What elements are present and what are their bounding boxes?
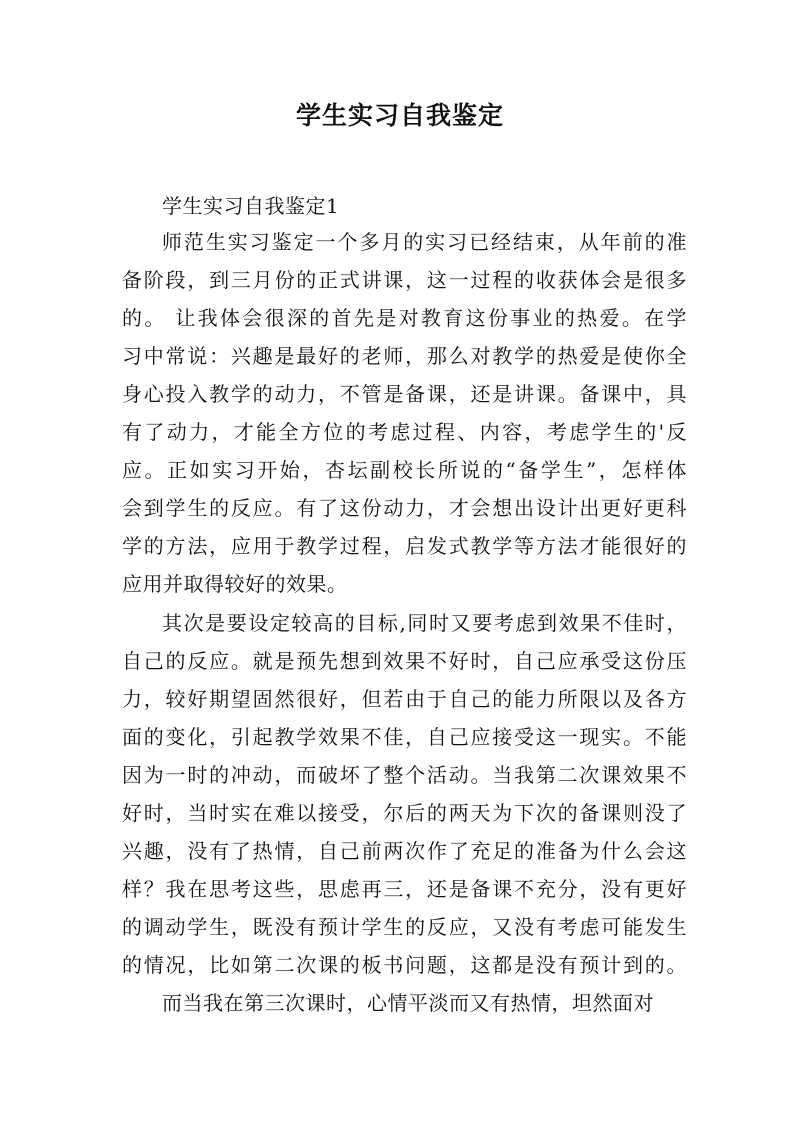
document-title: 学生实习自我鉴定 xyxy=(295,101,504,130)
paragraph-line: 的调动学生，既没有预计学生的反应，又没有考虑可能发生 xyxy=(122,915,687,939)
paragraph-line: 因为一时的冲动，而破坏了整个活动。当我第二次课效果不 xyxy=(122,763,687,787)
paragraph-line: 学的方法，应用于教学过程，启发式教学等方法才能很好的 xyxy=(122,534,687,558)
section-heading: 学生实习自我鉴定1 xyxy=(162,194,340,218)
paragraph-line: 面的变化，引起教学效果不佳，自己应接受这一现实。不能 xyxy=(122,725,687,749)
paragraph-line: 其次是要设定较高的目标,同时又要考虑到效果不佳时， xyxy=(162,611,687,635)
paragraph-line: 的。 让我体会很深的首先是对教育这份事业的热爱。在学 xyxy=(122,306,687,330)
paragraph-line: 而当我在第三次课时，心情平淡而又有热情，坦然面对 xyxy=(162,991,654,1015)
paragraph-line: 好时，当时实在难以接受，尔后的两天为下次的备课则没了 xyxy=(122,801,687,825)
paragraph-line: 样？我在思考这些，思虑再三，还是备课不充分，没有更好 xyxy=(122,877,687,901)
paragraph-line: 会到学生的反应。有了这份动力，才会想出设计出更好更科 xyxy=(122,496,687,520)
paragraph-line: 师范生实习鉴定一个多月的实习已经结束，从年前的准 xyxy=(162,230,687,254)
paragraph-line: 应。正如实习开始，杏坛副校长所说的“备学生”，怎样体 xyxy=(122,458,687,482)
paragraph-line: 兴趣，没有了热情，自己前两次作了充足的准备为什么会这 xyxy=(122,839,687,863)
paragraph-line: 有了动力，才能全方位的考虑过程、内容，考虑学生的'反 xyxy=(122,420,687,444)
paragraph-line: 自己的反应。就是预先想到效果不好时，自己应承受这份压 xyxy=(122,649,687,673)
paragraph-line: 备阶段，到三月份的正式讲课，这一过程的收获体会是很多 xyxy=(122,268,687,292)
paragraph-line: 习中常说：兴趣是最好的老师，那么对教学的热爱是使你全 xyxy=(122,344,687,368)
paragraph-line: 力，较好期望固然很好，但若由于自己的能力所限以及各方 xyxy=(122,687,687,711)
paragraph-line: 身心投入教学的动力，不管是备课，还是讲课。备课中，具 xyxy=(122,382,687,406)
paragraph-line: 应用并取得较好的效果。 xyxy=(122,572,348,596)
paragraph-line: 的情况，比如第二次课的板书问题，这都是没有预计到的。 xyxy=(122,953,687,977)
